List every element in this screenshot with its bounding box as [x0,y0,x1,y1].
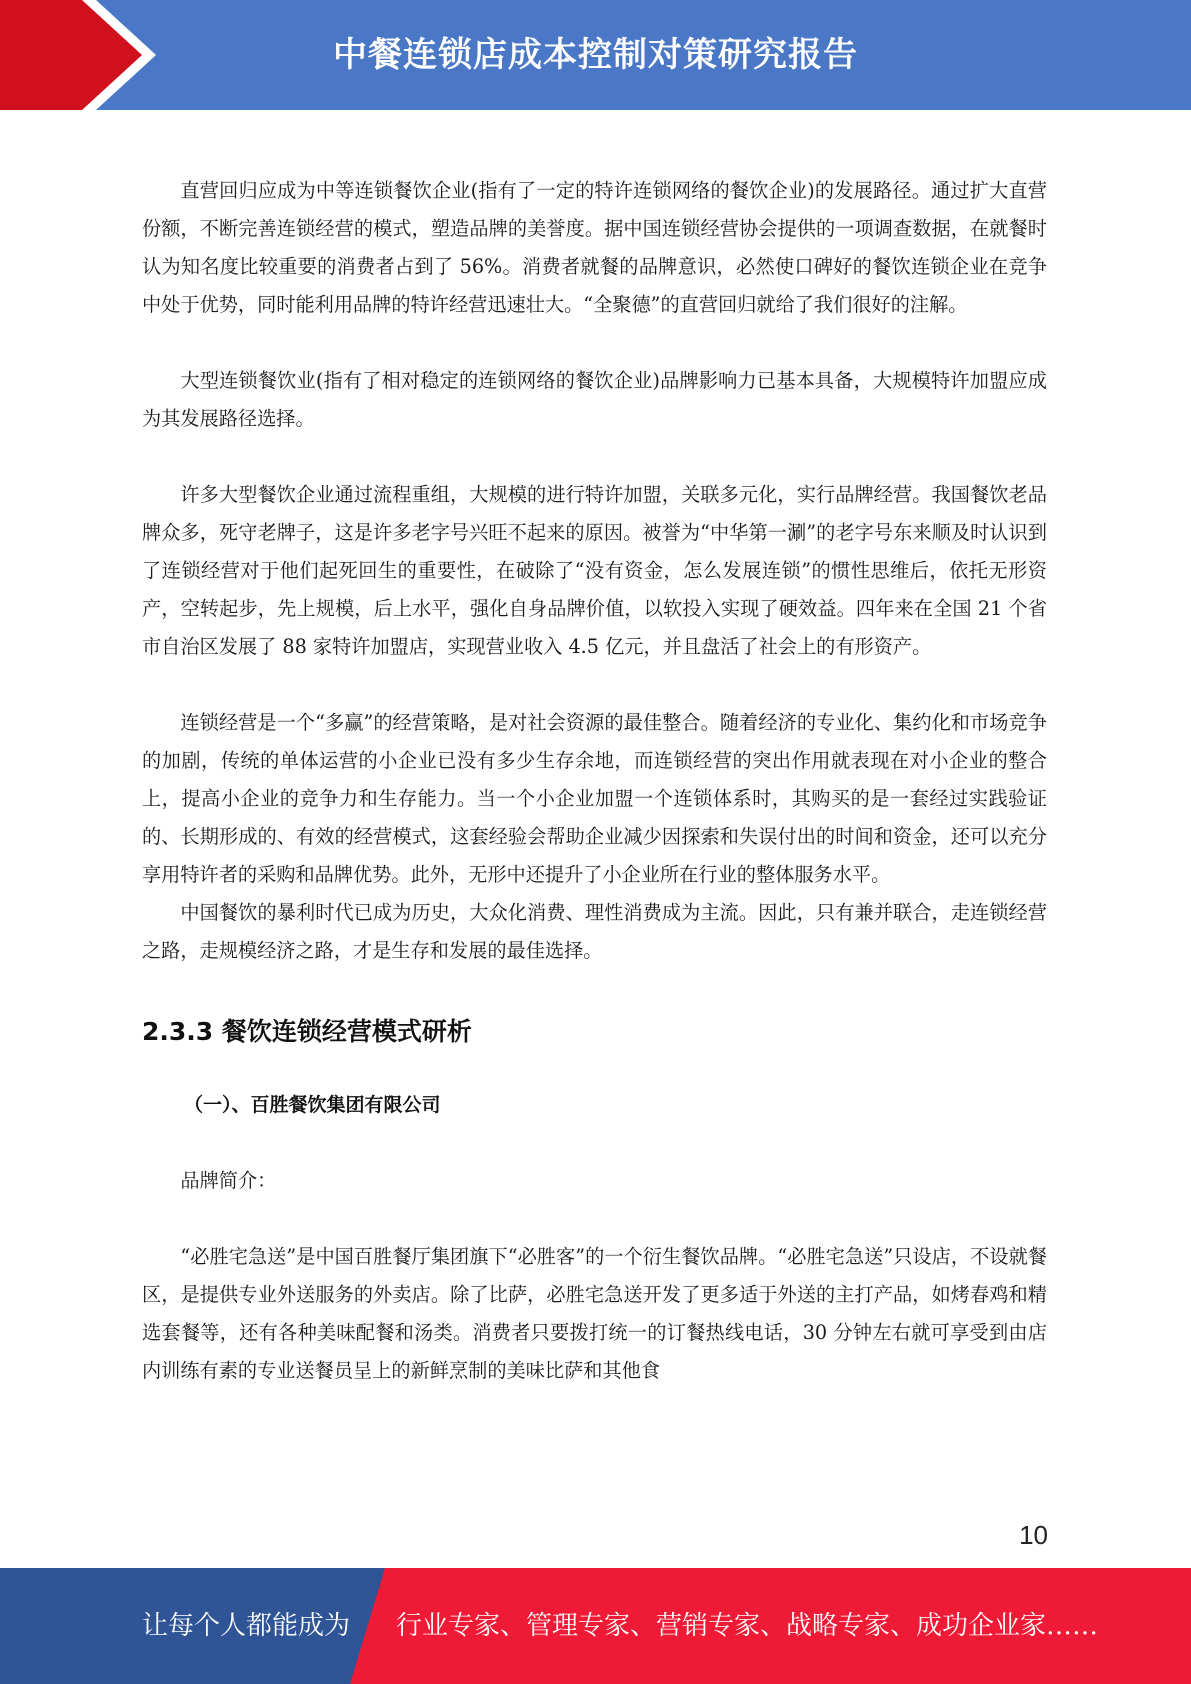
paragraph-franchise-example: 许多大型餐饮企业通过流程重组，大规模的进行特许加盟，关联多元化，实行品牌经营。我国餐饮老品牌众多，死守老牌子，这是许多老字号兴旺不起来的原因。被誉为“中华第一涮”的老字号东来顺及时认识到了连锁经营对于他们起死回生的重要性，在破除了“没有资金，怎么发展连锁”的惯性思维后，依托无形资产，空转起步，先上规模，后上水平，强化自身品牌价值，以软投入实现了硬效益。四年来在全国 21 个省市自治区发展了 88 家特许加盟店，实现营业收入 4.5 亿元，并且盘活了社会上的有形资产。 [142,483,1047,658]
paragraph-direct-operation: 直营回归应成为中等连锁餐饮企业(指有了一定的特许连锁网络的餐饮企业)的发展路径。通过扩大直营份额，不断完善连锁经营的模式，塑造品牌的美誉度。据中国连锁经营协会提供的一项调查数据，在就餐时认为知名度比较重要的消费者占到了 56%。消费者就餐的品牌意识，必然使口碑好的餐饮连锁企业在竞争中处于优势，同时能利用品牌的特许经营迅速壮大。“全聚德”的直营回归就给了我们很好的注解。 [142,179,1047,316]
page-header [0,0,1191,110]
paragraph-large-chains: 大型连锁餐饮业(指有了相对稳定的连锁网络的餐饮企业)品牌影响力已基本具备，大规模特许加盟应成为其发展路径选择。 [142,369,1047,430]
page-footer [0,1568,1191,1684]
footer-slogan-right: 行业专家、管理专家、营销专家、战略专家、成功企业家…… [396,1611,1099,1641]
document-body [142,172,1047,1390]
footer-slogan-left: 让每个人都能成为 [142,1611,351,1641]
report-title: 中餐连锁店成本控制对策研究报告 [333,35,858,75]
paragraph-pizza-hut-delivery: “必胜宅急送”是中国百胜餐厅集团旗下“必胜客”的一个衍生餐饮品牌。“必胜宅急送”只设店，不设就餐区，是提供专业外送服务的外卖店。除了比萨，必胜宅急送开发了更多适于外送的主打产品，如烤春鸡和精选套餐等，还有各种美味配餐和汤类。消费者只要拨打统一的订餐热线电话，30 分钟左右就可享受到由店内训练有素的专业送餐员呈上的新鲜烹制的美味比萨和其他食 [142,1245,1047,1382]
page-number: 10 [1019,1520,1048,1550]
brand-intro-label: 品牌简介： [180,1169,277,1192]
paragraph-conclusion: 中国餐饮的暴利时代已成为历史，大众化消费、理性消费成为主流。因此，只有兼并联合，走连锁经营之路，走规模经济之路，才是生存和发展的最佳选择。 [142,901,1047,962]
section-heading: 2.3.3 餐饮连锁经营模式研析 [142,1017,472,1046]
sub-heading-company: （一）、百胜餐饮集团有限公司 [184,1094,441,1116]
paragraph-multi-win: 连锁经营是一个“多赢”的经营策略，是对社会资源的最佳整合。随着经济的专业化、集约化和市场竞争的加剧，传统的单体运营的小企业已没有多少生存余地，而连锁经营的突出作用就表现在对小企业的整合上，提高小企业的竞争力和生存能力。当一个小企业加盟一个连锁体系时，其购买的是一套经过实践验证的、长期形成的、有效的经营模式，这套经验会帮助企业减少因探索和失误付出的时间和资金，还可以充分享用特许者的采购和品牌优势。此外，无形中还提升了小企业所在行业的整体服务水平。 [142,711,1047,886]
